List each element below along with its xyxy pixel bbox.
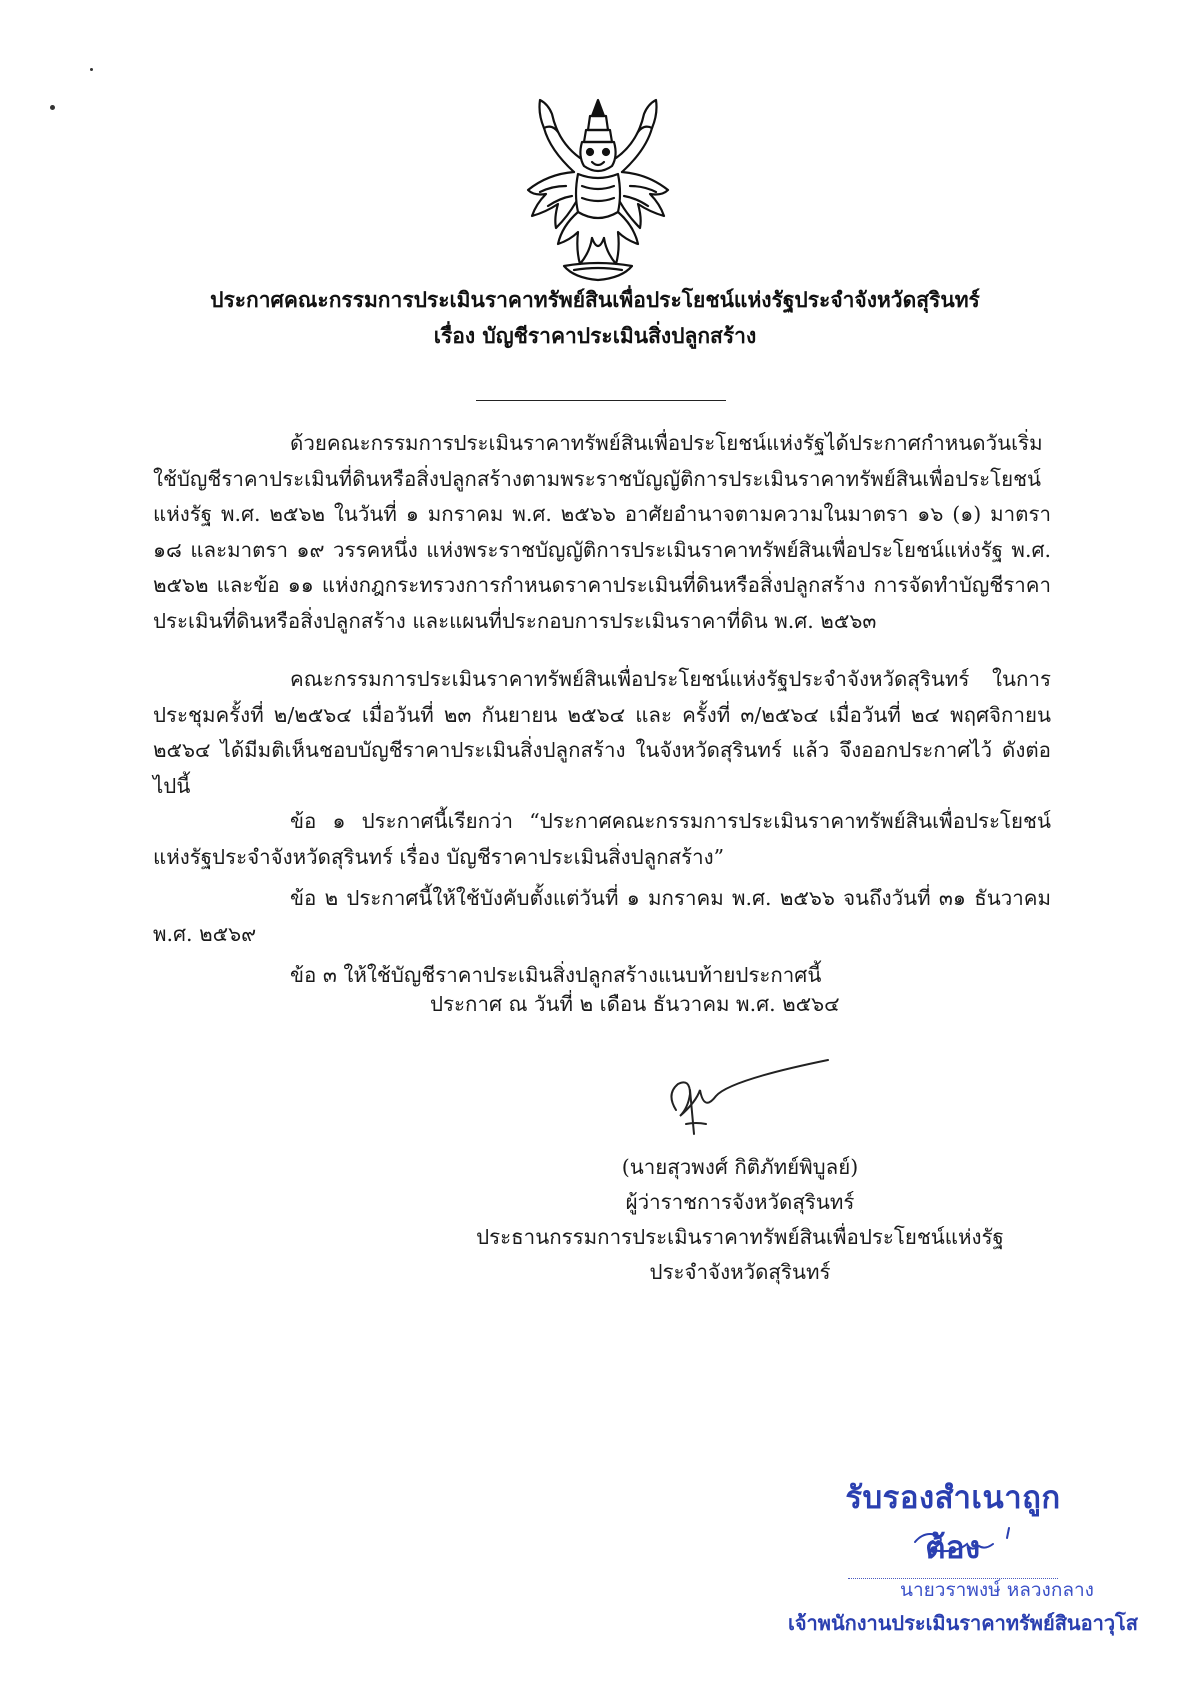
title-divider [476, 400, 726, 401]
signatory-name: (นายสุวพงศ์ กิติภัทย์พิบูลย์) [621, 1155, 859, 1179]
garuda-emblem-icon [518, 94, 678, 286]
signature-block [460, 1150, 1020, 1290]
signatory-title-2: ประธานกรรมการประเมินราคาทรัพย์สินเพื่อประโยชน์แห่งรัฐ [476, 1225, 1004, 1249]
clause-1: ข้อ ๑ ประกาศนี้เรียกว่า “ประกาศคณะกรรมการประเมินราคาทรัพย์สินเพื่อประโยชน์แห่งรัฐประจำจังหวัดสุรินทร์ เรื่อง บัญชีราคาประเมินสิ่งปลูกสร้าง” [153, 809, 1051, 869]
paragraph-resolution: คณะกรรมการประเมินราคาทรัพย์สินเพื่อประโยชน์แห่งรัฐประจำจังหวัดสุรินทร์ ในการประชุมครั้งที่ ๒/๒๕๖๔ เมื่อวันที่ ๒๓ กันยายน ๒๕๖๔ และ ครั้งที่ ๓/๒๕๖๔ เมื่อวันที่ ๒๔ พฤศจิกายน ๒๕๖๔ ได้มีมติเห็นชอบบัญชีราคาประเมินสิ่งปลูกสร้าง ในจังหวัดสุรินทร์ แล้ว จึงออกประกาศไว้ ดังต่อไปนี้ [153, 667, 1051, 798]
announce-date: ประกาศ ณ วันที่ ๒ เดือน ธันวาคม พ.ศ. ๒๕๖๔ [430, 992, 840, 1016]
paragraph-preamble: ด้วยคณะกรรมการประเมินราคาทรัพย์สินเพื่อประโยชน์แห่งรัฐได้ประกาศกำหนดวันเริ่มใช้บัญชีราคาประเมินที่ดินหรือสิ่งปลูกสร้างตามพระราชบัญญัติการประเมินราคาทรัพย์สินเพื่อประโยชน์แห่งรัฐ พ.ศ. ๒๕๖๒ ในวันที่ ๑ มกราคม พ.ศ. ๒๕๖๖ อาศัยอำนาจตามความในมาตรา ๑๖ (๑) มาตรา ๑๘ และมาตรา ๑๙ วรรคหนึ่ง แห่งพระราชบัญญัติการประเมินราคาทรัพย์สินเพื่อประโยชน์แห่งรัฐ พ.ศ. ๒๕๖๒ และข้อ ๑๑ แห่งกฎกระทรวงการกำหนดราคาประเมินที่ดินหรือสิ่งปลูกสร้าง การจัดทำบัญชีราคาประเมินที่ดินหรือสิ่งปลูกสร้าง และแผนที่ประกอบการประเมินราคาที่ดิน พ.ศ. ๒๕๖๓ [153, 431, 1051, 633]
signatory-title-1: ผู้ว่าราชการจังหวัดสุรินทร์ [625, 1190, 855, 1214]
handwritten-signature [660, 1050, 840, 1140]
document-subject: เรื่อง บัญชีราคาประเมินสิ่งปลูกสร้าง [433, 323, 757, 348]
clause-3: ข้อ ๓ ให้ใช้บัญชีราคาประเมินสิ่งปลูกสร้างแนบท้ายประกาศนี้ [290, 963, 822, 987]
clause-2: ข้อ ๒ ประกาศนี้ให้ใช้บังคับตั้งแต่วันที่ ๑ มกราคม พ.ศ. ๒๕๖๖ จนถึงวันที่ ๓๑ ธันวาคม พ.ศ. ๒๕๖๙ [153, 886, 1051, 946]
signatory-title-3: ประจำจังหวัดสุรินทร์ [649, 1260, 831, 1284]
body-paragraph-2 [153, 662, 1051, 994]
scan-speck [50, 105, 55, 110]
certifier-name: นายวราพงษ์ หลวงกลาง [900, 1579, 1094, 1601]
body-paragraph-1 [153, 426, 1051, 639]
scan-speck [90, 68, 93, 71]
document-title: ประกาศคณะกรรมการประเมินราคาทรัพย์สินเพื่อประโยชน์แห่งรัฐประจำจังหวัดสุรินทร์ [210, 287, 980, 312]
certifier-position: เจ้าพนักงานประเมินราคาทรัพย์สินอาวุโส [788, 1611, 1138, 1635]
certified-copy-text: รับรองสำเนาถูกต้อง [845, 1480, 1061, 1566]
certifier-signature [905, 1520, 1025, 1565]
